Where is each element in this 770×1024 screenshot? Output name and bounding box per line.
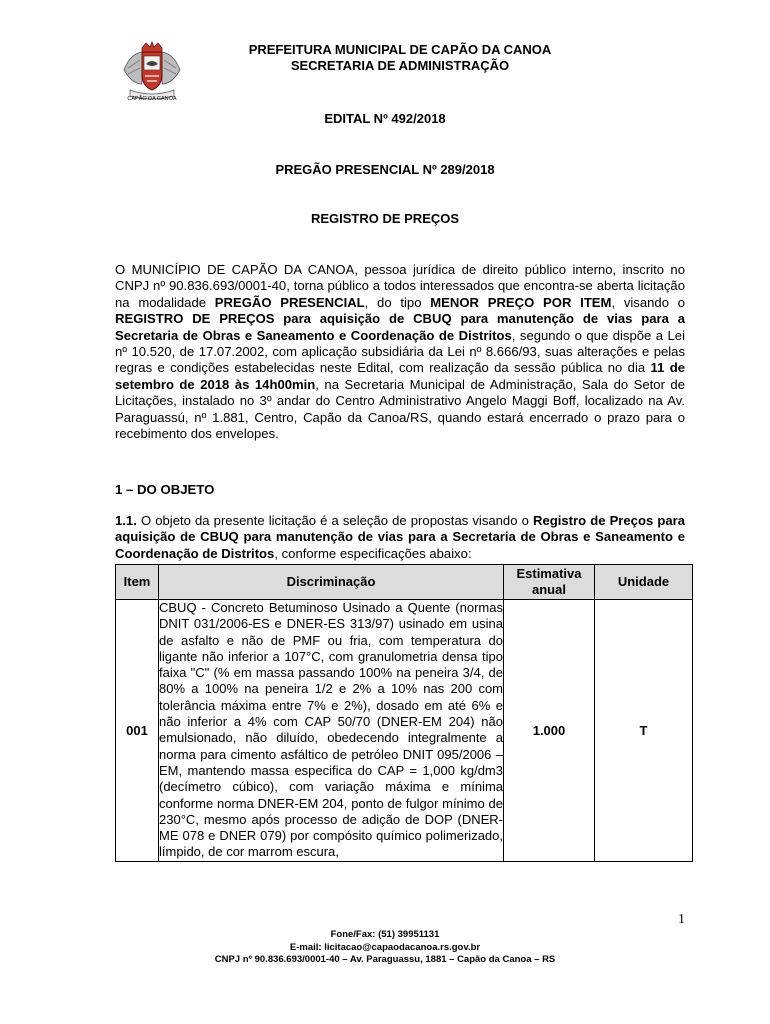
intro-paragraph [115, 262, 685, 442]
document-header [160, 42, 640, 74]
department-name: SECRETARIA DE ADMINISTRAÇÃO [290, 58, 510, 73]
cell-estimativa: 1.000 [504, 600, 595, 862]
footer-phone: Fone/Fax: (51) 39951131 [330, 929, 440, 940]
header-discriminacao: Discriminação [159, 565, 504, 600]
clause-number: 1.1. [115, 513, 137, 528]
edital-number: EDITAL Nº 492/2018 [324, 111, 446, 126]
clause-bold-1: Registro de Preços para aquisição de CBUQ para manutenção de vias para a Secretaria de Obras e Saneamento e Coordenação de Distritos [115, 513, 685, 561]
intro-bold-4: 11 de setembro de 2018 às 14h00min [115, 360, 685, 392]
header-item: Item [116, 565, 159, 600]
intro-bold-3: REGISTRO DE PREÇOS para aquisição de CBUQ para manutenção de vias para a Secretaria de Obras e Saneamento e Coordenação de Distritos [115, 311, 685, 343]
intro-bold-1: PREGÃO PRESENCIAL [214, 294, 365, 310]
municipality-name: PREFEITURA MUNICIPAL DE CAPÃO DA CANOA [248, 42, 552, 57]
clause-1-1 [115, 513, 685, 562]
header-unidade: Unidade [595, 565, 693, 600]
cell-item: 001 [116, 600, 159, 862]
clause-text-1: O objeto da presente licitação é a seleção de propostas visando o [136, 513, 533, 528]
intro-text-4: , segundo o que dispõe a Lei nº 10.520, de 17.07.2002, com aplicação subsidiária da Lei nº 8.666/93, suas alterações e pelas regras e condições estabelecidas neste Edital, com realização da sessão pública no dia [115, 327, 685, 376]
clause-text-2: , conforme especificações abaixo: [274, 545, 472, 561]
pregao-number: PREGÃO PRESENCIAL Nº 289/2018 [275, 162, 495, 177]
intro-text-5: , na Secretaria Municipal de Administração, Sala do Setor de Licitações, instalado no 3º andar do Centro Administrativo Angelo Maggi Boff, localizado na Av. Paraguassú, nº 1.881, Centro, Capão da Canoa/RS, quando estará encerrado o prazo para o recebimento dos envelopes. [115, 376, 685, 442]
cell-unidade: T [595, 600, 693, 862]
table-row [116, 600, 693, 862]
registro-title: REGISTRO DE PREÇOS [310, 211, 460, 226]
page-number: 1 [678, 912, 685, 927]
footer-email: E-mail: licitacao@capaodacanoa.rs.gov.br [289, 941, 481, 953]
intro-text-2: , do tipo [364, 294, 431, 310]
footer-address: CNPJ nº 90.836.693/0001-40 – Av. Paraguassu, 1881 – Capão da Canoa – RS [214, 954, 556, 965]
page-footer [0, 929, 770, 967]
intro-text-3: , visando o [611, 294, 686, 310]
logo-caption: CAPÃO DA CANOA [127, 96, 177, 102]
intro-text-1: O MUNICÍPIO DE CAPÃO DA CANOA, pessoa jurídica de direito público interno, inscrito no CNPJ nº 90.836.693/0001-40, torna público a todos interessados que encontra-se aberta licitação na modalidade [115, 262, 685, 310]
table-header-row [116, 565, 693, 600]
header-estimativa: Estimativa anual [504, 565, 595, 600]
section-title-objeto: 1 – DO OBJETO [115, 482, 215, 497]
cell-discriminacao: CBUQ - Concreto Betuminoso Usinado a Quente (normas DNIT 031/2006-ES e DNER-ES 313/97) usinado em usina de asfalto e não de PMF ou fria, com temperatura do ligante não inferior a 107°C, com granulometria densa tipo faixa "C" (% em massa passando 100% na peneira 3/4, de 80% a 100% na peneira 1/2 e 2% a 10% nas 200 com tolerância máxima entre 7% e 2%), dosado em até 6% e não inferior a 4% com CAP 50/70 (DNER-EM 204) não emulsionado, não diluído, obedecendo integralmente a norma para cimento asfáltico de petróleo DNIT 095/2006 – EM, mantendo massa especifica do CAP = 1,000 kg/dm3 (decímetro cúbico), com variação máxima e mínima conforme norma DNER-EM 204, ponto de fulgor mínimo de 230°C, mesmo após processo de adição de DOP (DNER-ME 078 e DNER 079) por compósito químico polimerizado, límpido, de cor marrom escura, [159, 600, 503, 860]
items-table [115, 564, 693, 862]
intro-bold-2: MENOR PREÇO POR ITEM [430, 294, 612, 310]
